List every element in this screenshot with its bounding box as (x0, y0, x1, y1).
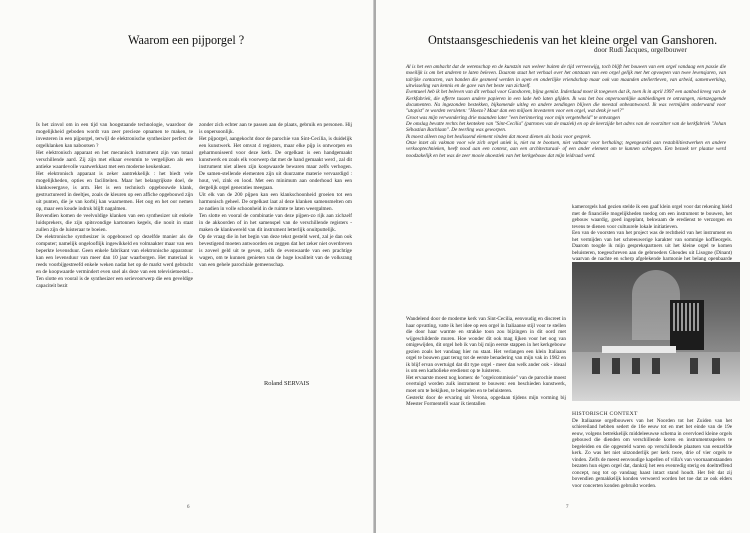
section-heading: HISTORISCH CONTEXT (572, 411, 638, 417)
paragraph: De Italiaanse orgelbouwers van het Noorden tot het Zuiden van het schiereiland hebben sedert de 16e eeuw tot en met het einde van de 19e eeuw, volgens betrekkelijk middeleeuwse schema in overvloed kleine orgels gebouwd die dienden om verschillende koren en instrumentsspelers te begeleiden en die opgesteld waren op verschillende plaatsen van eenzelfde kerk. Zo was het niet uitzonderlijk per kerk twee, drie of vier orgels te vinden. Zelfs de meest eenvoudige kapellen of villa's van voornaamstaanden bezaten hun eigen orgel dat, dankzij het een evenredig sterig en doeltreffend concept, nog tot op vandaag haast intact stand houdt. Het feit dat zij bovendien gemakkelijk konden verwoerd worden het toe dat ze ook elders voor concerten konden gebruikt worden. (572, 417, 732, 490)
paragraph: Een van de voorsten van het project was de rechtheid van het instrument en het vermijden van het schreeuwerige karakter van sommige koffieorgels. Daarom toogde ik mijn gesprekspartners uit het kleine orgel te komen beluisteren, toegeschreven aan de gebroeders Gheudes uit Lisogne (Dinant) waarvan de nachte en scherp afgelekende harmonie het belang openbaarde (572, 230, 732, 263)
paragraph: Wandelend door de moderne kerk van Sint-Cecilia, eenvoudig en discreet in haar opvatting, vatte ik het idee op een orgel in Italiaanse stijl voor te stellen die door haar warmte en strakke toon zou bijzingen in dit oord met wijgeschilderde muren. Hoe wonder dit ook mag lijken voor het oog van omigewijden, dit orgel heb ik van bij mijn eerste stappen in het kerkgebouw gezien zoals het vandaag hier nu staat. Het verlangen een klein Italiaans orgel te bouwen gaat terug tot de eerste benadering van mijn vak in 1982 en ik blijf ervan overtuigd dat dit type orgel - meer dan welk ander ook - ideaal is om een katholieke eredienst op te luisteren. (406, 316, 566, 375)
right-page (376, 0, 750, 533)
paragraph: Het pijporgel, aangekocht door de parochie van Sint-Cecilia, is duidelijk een kunstwerk. Het omvat 4 registers, maar elke pijp is ontworpen en geharmoniseerd voor deze kerk. De orgelkast is een handgemaakt kunstwerk en zoals elk voorwerp dat met de hand gemaakt werd , zal dit instrument niet alleen zijn koopwaarde bewaren maar zelfs verhogen. De samen-stellende elementen zijn uit duurzame materie vervaardigd : hout, vel, zink en lood. Met een minimum aan onderhoud kan een dergelijk orgel generaties meegaan. (199, 136, 352, 191)
author-signature: Roland SERVAIS (264, 380, 310, 387)
page-number: 6 (187, 505, 190, 510)
paragraph: Het elektronisch apparaat en het mecanisch instrument zijn van totaal verschillende aard. Zij zijn met elkaar evenmin te vergelijken als een antieke waardevolle vaatwerkkast met een moderne keukenkast. (36, 150, 193, 170)
paragraph: Onze inzet als vakman voor wie zich orgel uniek is, niet na te bootsen, niet vatbaar voor herhaling; tegengesteld aan restabilitiestwerken en andere verkooptechnieken, heeft nood aan een context, aan een architecturaal- of een ander element om te kunnen scheppen. Een bezoek ter plaatse werd noodzakelijk en het was de zeer mooie akoestiek van het kerkgebouw dat mijn leidraad werd. (406, 140, 726, 159)
paragraph: kamerorgels had gezien stelde ik een gaaf klein orgel voor dat rekening hield met de financiële mogelijkheden toedog om een instrument te bouwen, het gebouw waardig, goed ingeplant, bekwaam de eredienst te verzorgen en tevens te dienen voor cultuurele lokale initiatieven. (572, 204, 732, 230)
church-interior-photo (572, 262, 740, 401)
intro-italic-text (406, 64, 726, 159)
left-column-1 (36, 122, 193, 290)
paragraph: Bovendien komen de veelvuldige klanken van een synthesizer uit enkele luidsprekers, die zijn spitsvondige kartonnen kegels, die nooit in staat zullen zijn de luisteraar te boeien. (36, 213, 193, 233)
paragraph: Ten slotte en vooral de combinatie van deze pijpen-zo rijk aan zichzelf in de akkoorden of in het samenspel van de verschillende registers - maken de klankwereld van dit instrument letterlijk onuitputtelijk. (199, 213, 352, 233)
paragraph: De omslag bevatte rechts het kenteken van "Sint-Cecilia" (patrones van de muziek) en op de keerzijde het adres van de voorzitter van de kerkfabriek "Johan Sébastian Bachlaan". De teerling was geworpen. (406, 121, 726, 134)
left-column-lower (406, 316, 566, 408)
paragraph: Ik moest alleen nog het beslissend element vinden dat moest dienen als basis voor gesprek. (406, 133, 591, 140)
paragraph: Op de vraag die in het begin van deze tekst gesteld werd, zal je dan ook bevestigend moeten antwoorden en zeggen dat het zeker niet overdreven is zoveel geld uit te geven, zelfs de evenwaarde van een prachtige wagen, om te kunnen genieten van de hoge kwaliteit van de volksrang van een gehele parochiale gemeenschap. (199, 234, 352, 268)
paragraph: De elektronische synthesizer is opgebouwd op dezelfde manier als de computer; namelijk ongelooflijk ingewikkeld en volmaakter maar van een beperkte levensduur. Geen enkele fabrikant van elektronische apparatuur kan een levensduur van meer dan 10 jaar waarborgen. Het materiaal is reeds voorbijgestreefd enkele weken nadat het op de markt werd gebracht en de koopwaarde vermindert even snel als deze van een televisietoestel... Ten slotte en vooral is de synthesizer een serievoorwerp die een geveldige capaciteit bezit (36, 234, 193, 289)
paragraph: Het elektronisch apparaat is zeker aantrekkelijk : het biedt vele mogelijkheden, opties en faciliteiten. Maar het belangrijkste doel, de klankweergave, is arm. Het is een technisch opgebouwde klank, gestructureerd in deeltjes, zoals de kleuren op een affiche opgebouwd zijn uit punten, die je van korbij kan waarnemen. Het oog en het oor nemen op, maar een koude indruk blijft nagalmen. (36, 171, 193, 212)
left-page-title: Waarom een pijporgel ? (128, 33, 245, 47)
paragraph: Gesterkt door de ervaring uit Verona, opgedaan tijdens mijn vorming bij Meester Formentelli waar ik tientallen (406, 394, 566, 408)
paragraph: Is het zinvol om in een tijd van hoogstaande technologie, waardoor de mogelijkheid geboden wordt van zeer precieze opnamen te maken, te investeren in een pijporgel, terwijl de elektronische synthesizer perfect de orgelklanken kan nabootsen ? (36, 122, 193, 149)
right-page-title: Ontstaansgeschiedenis van het kleine orgel van Ganshoren. (428, 33, 718, 47)
article-author: door Rudi Jacques, orgelbouwer (594, 46, 687, 54)
left-column-2 (199, 122, 352, 269)
paragraph: Groot was mijn verwondering drie maanden later "een herinnering voor mijn vergetelheid" te ontvangen (406, 114, 620, 121)
paragraph: Eventueel heb ik het beleven van dit verhaal voor Ganshoren, bijna gemist. Inderdaad moet ik toegeven dat ik, toen ik in april 1997 een aanbod kreeg van de Kerkfabriek, die offerte tussen andere papieren in een lade heb laten glijden. Ik was het bos onpersoonlijke aanbiedingen te ontvangen, nietszeggende documenten. Na ingezonden bestekken, bijkomende uitleg en andere zendingen blijven die meestal onbeantwoord. Ik was vermijden onderwand voor "utopist" te worden versleten: "Hoezo? Maar dan een miljoen investeren voor een orgel, wat denk je wel?" (406, 89, 726, 115)
right-column-lower (572, 407, 732, 490)
paragraph: zonder zich echter aan te passen aan de plaats, gebruik en personen. Hij is onpersoonlijk. (199, 122, 352, 135)
paragraph: Het ervaarste moest nog komen: de "orgelcommissie" van de parochie moest overtuigd worden zulk instrument te bouwen: een beschieden kunstwerk, moet om te bekijken, te beispelen en te beluisteren. (406, 374, 566, 395)
paragraph: Uit elk van de 200 pijpen kan een klankschoonheid groeien tot een harmonisch geheel. De orgelkast laat al deze klanken samensmelten om ze nadien in volle schoonheid in de ruimte te laten weergalmen. (199, 192, 352, 212)
left-page (0, 0, 374, 533)
paragraph: Al is het een ambacht dat de wetenschap en de kunstzin van weleer buiten de tijd verreeswijg, toch blijft het bouwen van een orgel vandaag een passie die moeilijk is om het anderen te laten beleven. Daarom staat het verhaal over het ontstaan van een orgel gelijk met het opvoepen van twee levensjaren, van talrijke contacten, van banden die gesmeed werden in open en onderlijke vriendschap maar ook van maanden ateliertleven, van arbeid, samenwerking, uitwisseling van kennis en de gave van het beste van zichzelf. (406, 64, 726, 90)
page-number: 7 (566, 505, 569, 510)
